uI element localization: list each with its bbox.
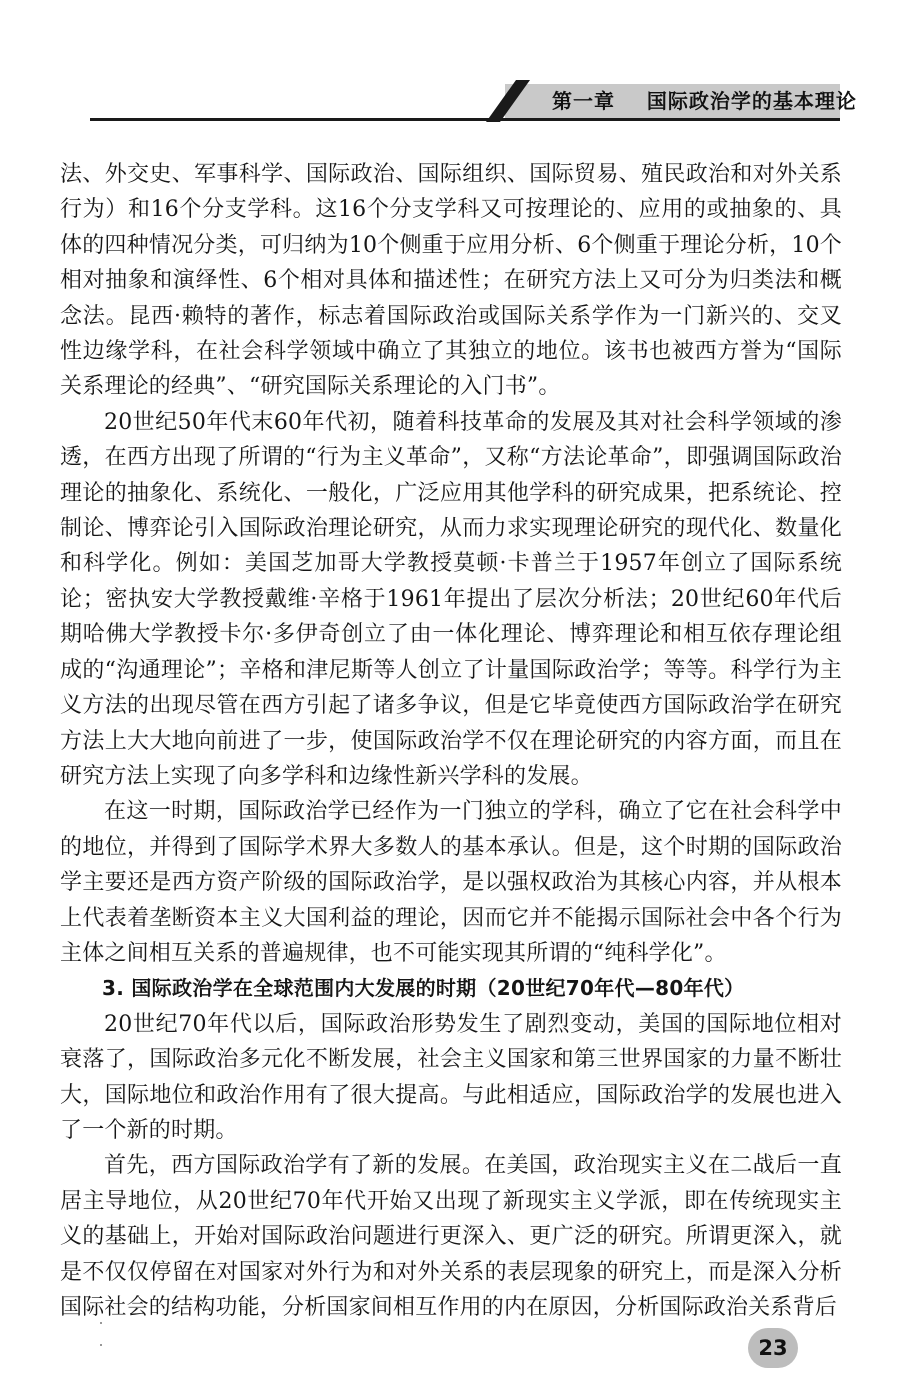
running-header bbox=[0, 0, 900, 125]
section-heading: 3. 国际政治学在全球范围内大发展的时期（20世纪70年代—80年代） bbox=[102, 976, 745, 1001]
header-rule bbox=[90, 118, 840, 121]
page-body bbox=[60, 157, 842, 1325]
paragraph-continued: 法、外交史、军事科学、国际政治、国际组织、国际贸易、殖民政治和对外关系行为）和16个分支学科。这16个分支学科又可按理论的、应用的或抽象的、具体的四种情况分类，可归纳为10个侧重于应用分析、6个侧重于理论分析，10个相对抽象和演绎性、6个相对具体和描述性；在研究方法上又可分为归类法和概念法。昆西·赖特的著作，标志着国际政治或国际关系学作为一门新兴的、交叉性边缘学科，在社会科学领域中确立了其独立的地位。该书也被西方誉为“国际关系理论的经典”、“研究国际关系理论的入门书”。 bbox=[60, 162, 842, 400]
chapter-title: 第一章 国际政治学的基本理论 bbox=[552, 89, 857, 113]
paragraph-1970s: 20世纪70年代以后，国际政治形势发生了剧烈变动，美国的国际地位相对衰落了，国际政治多元化不断发展，社会主义国家和第三世界国家的力量不断壮大，国际地位和政治作用有了很大提高。与此相适应，国际政治学的发展也进入了一个新的时期。 bbox=[60, 1011, 842, 1143]
page-number-badge bbox=[748, 1328, 798, 1368]
page-number: 23 bbox=[758, 1336, 788, 1360]
paragraph-behaviorism: 20世纪50年代末60年代初，随着科技革命的发展及其对社会科学领域的渗透，在西方出现了所谓的“行为主义革命”，又称“方法论革命”，即强调国际政治理论的抽象化、系统化、一般化，广泛应用其他学科的研究成果，把系统论、控制论、博弈论引入国际政治理论研究，从而力求实现理论研究的现代化、数量化和科学化。例如：美国芝加哥大学教授莫顿·卡普兰于1957年创立了国际系统论；密执安大学教授戴维·辛格于1961年提出了层次分析法；20世纪60年代后期哈佛大学教授卡尔·多伊奇创立了由一体化理论、博弈理论和相互依存理论组成的“沟通理论”；辛格和津尼斯等人创立了计量国际政治学；等等。科学行为主义方法的出现尽管在西方引起了诸多争议，但是它毕竟使西方国际政治学在研究方法上大大地向前进了一步，使国际政治学不仅在理论研究的内容方面，而且在研究方法上实现了向多学科和边缘性新兴学科的发展。 bbox=[60, 409, 842, 789]
scan-speck bbox=[100, 1322, 102, 1324]
header-slash-ornament bbox=[486, 80, 530, 122]
scan-speck bbox=[100, 1344, 102, 1346]
paragraph-discipline-status: 在这一时期，国际政治学已经作为一门独立的学科，确立了它在社会科学中的地位，并得到了国际学术界大多数人的基本承认。但是，这个时期的国际政治学主要还是西方资产阶级的国际政治学，是以强权政治为其核心内容，并从根本上代表着垄断资本主义大国利益的理论，因而它并不能揭示国际社会中各个行为主体之间相互关系的普遍规律，也不可能实现其所谓的“纯科学化”。 bbox=[60, 799, 842, 966]
paragraph-neorealism: 首先，西方国际政治学有了新的发展。在美国，政治现实主义在二战后一直居主导地位，从20世纪70年代开始又出现了新现实主义学派，即在传统现实主义的基础上，开始对国际政治问题进行更深入、更广泛的研究。所谓更深入，就是不仅仅停留在对国家对外行为和对外关系的表层现象的研究上，而是深入分析国际社会的结构功能，分析国家间相互作用的内在原因，分析国际政治关系背后 bbox=[60, 1153, 842, 1320]
